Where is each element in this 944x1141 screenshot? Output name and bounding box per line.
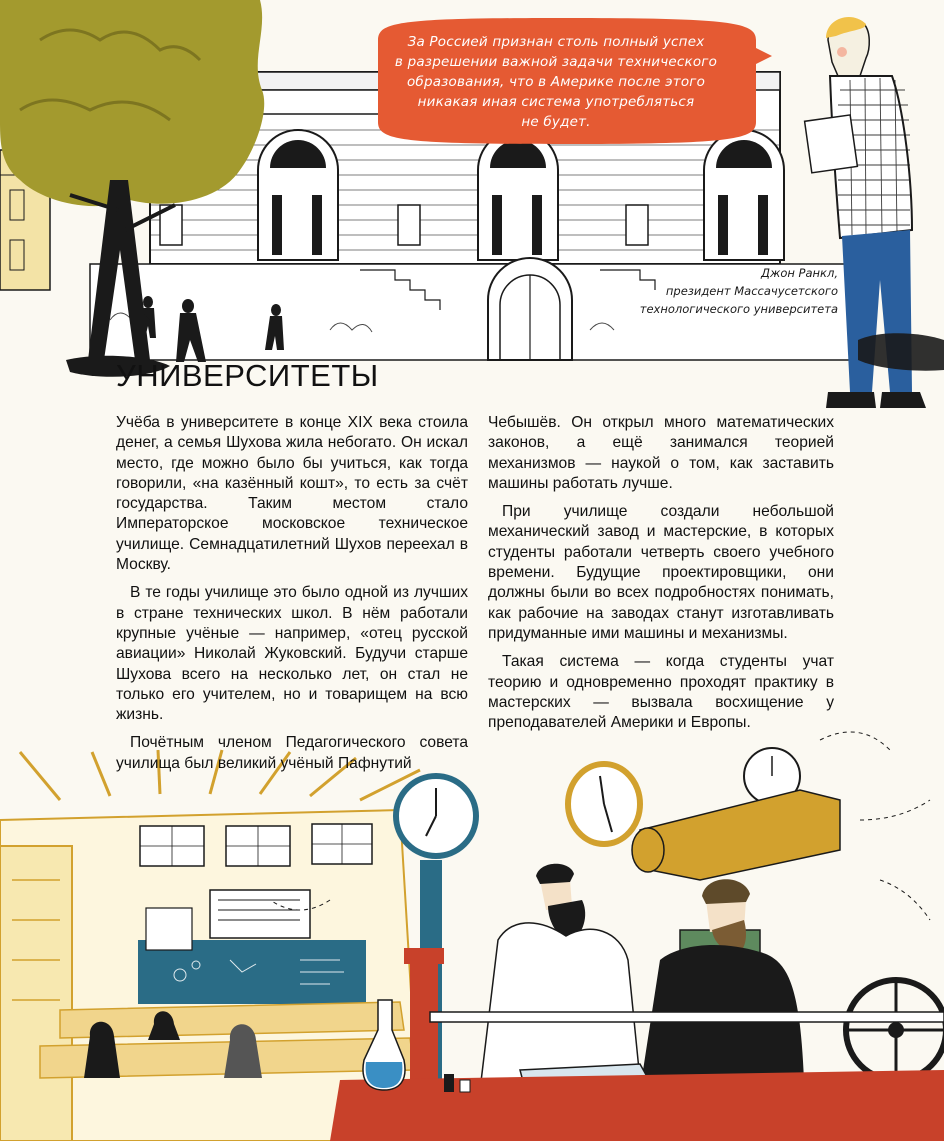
- attribution-line: президент Массачусетского: [665, 284, 838, 298]
- page-title: УНИВЕРСИТЕТЫ: [116, 358, 379, 393]
- attribution-line: Джон Ранкл,: [760, 266, 838, 280]
- attribution-line: технологического университета: [639, 302, 838, 316]
- scientists-illustration: [480, 864, 804, 1108]
- paragraph: Учёба в университете в конце XIX века стоила денег, а семья Шухова жила небогато. Он искал место, где можно было бы учиться, как тогда говорили, «на казённый кошт», то есть за счёт государства. Таким местом стало Императорское московское техническое училище. Семнадцатилетний Шухов переехал в Москву.: [116, 414, 468, 574]
- paragraph: Чебышёв. Он открыл много математических законов, а ещё занимался теорией механизмов — наукой о том, как заставить машины работать лучше.: [488, 414, 834, 492]
- text-column-left: [116, 413, 468, 782]
- paragraph: Такая система — когда студенты учат теорию и одновременно проходят практику в мастерских — вызвала восхищение у преподавателей Америки и Европы.: [488, 653, 834, 732]
- quote-line: не будет.: [521, 114, 591, 130]
- quote-attribution: [598, 264, 838, 318]
- paragraph: В те годы училище это было одной из лучших в стране технических школ. В нём работали крупные учёные — например, «отец русской авиации» Николай Жуковский. Будучи старше Шухова всего на несколько лет, он стал не только его учителем, но и товарищем на всю жизнь.: [116, 584, 468, 724]
- speech-bubble-quote: [372, 32, 740, 132]
- text-column-right: [488, 413, 834, 741]
- paragraph: Почётным членом Педагогического совета училища был великий учёный Пафнутий: [116, 734, 468, 772]
- quote-line: За Россией признан столь полный успех: [407, 34, 705, 50]
- quote-line: никакая иная система употребляться: [417, 94, 695, 110]
- quote-line: в разрешении важной задачи технического: [394, 54, 718, 70]
- paragraph: При училище создали небольшой механический завод и мастерские, в которых студенты работали четверть своего учебного времени. Будущие проектировщики, они должны были во всех подробностях понимать, как рабочие на заводах станут изготавливать придуманные ими машины и механизмы.: [488, 503, 834, 642]
- quote-line: образования, что в Америке после этого: [406, 74, 706, 90]
